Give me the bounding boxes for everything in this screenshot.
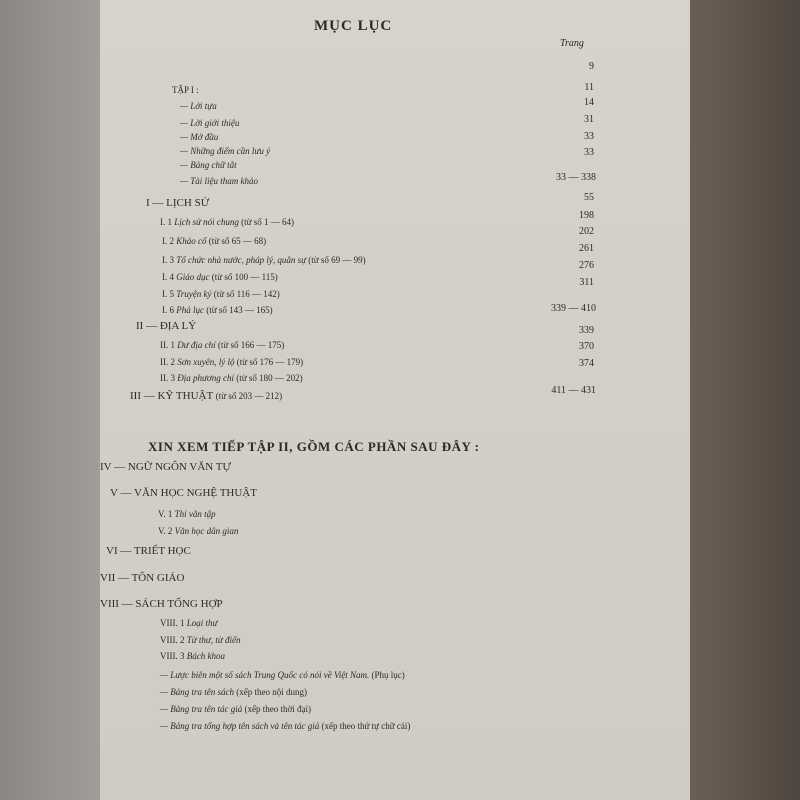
page-title: MỤC LỤC [314, 18, 393, 34]
section-heading: III — KỸ THUẬT (từ số 203 — 212) [130, 390, 283, 402]
page-number: 261 [579, 243, 594, 254]
toc-entry: II. 2 Sơn xuyên, lý lộ (từ số 176 — 179) [160, 357, 304, 367]
toc-entry: II. 1 Dư địa chí (từ số 166 — 175) [160, 340, 285, 350]
toc-entry: V. 2 Văn học dân gian [158, 526, 239, 536]
page-number: 31 [584, 114, 594, 125]
section-heading: VI — TRIẾT HỌC [106, 545, 191, 557]
appendix-entry: — Bảng tra tổng hợp tên sách và tên tác giả (xếp theo thứ tự chữ cái) [160, 721, 411, 731]
section-heading: II — ĐỊA LÝ [136, 320, 197, 332]
section-heading: V — VĂN HỌC NGHỆ THUẬT [110, 487, 257, 499]
page-number: 9 [589, 61, 594, 72]
front-matter-label: — Những điểm cần lưu ý [180, 146, 271, 156]
front-matter-label: — Lời tựa [180, 101, 217, 111]
section-heading: I — LỊCH SỬ [146, 197, 210, 209]
section-heading: IV — NGỮ NGÔN VĂN TỰ [100, 461, 232, 473]
toc-entry: VIII. 1 Loại thư [160, 618, 218, 628]
toc-entry: I. 2 Khảo cổ (từ số 65 — 68) [162, 236, 267, 246]
toc-entry: II. 3 Địa phương chí (từ số 180 — 202) [160, 373, 303, 383]
front-matter-label: — Tài liệu tham khảo [180, 176, 258, 186]
toc-entry: I. 1 Lịch sử nói chung (từ số 1 — 64) [160, 217, 295, 227]
front-matter-label: — Bảng chữ tắt [180, 160, 237, 170]
section-heading: VII — TÔN GIÁO [100, 572, 185, 584]
page-number: 311 [579, 277, 594, 288]
page-number: 14 [584, 97, 594, 108]
page-number: 198 [579, 210, 594, 221]
page-number: 339 [579, 325, 594, 336]
background-right [690, 0, 800, 800]
toc-entry: I. 5 Truyện ký (từ số 116 — 142) [162, 289, 280, 299]
appendix-entry: — Bảng tra tên tác giả (xếp theo thời đại) [160, 704, 311, 714]
document-page [100, 0, 690, 800]
toc-entry: VIII. 3 Bách khoa [160, 651, 225, 661]
page-number: 33 — 338 [556, 172, 596, 183]
page-number: 202 [579, 226, 594, 237]
appendix-entry: — Bảng tra tên sách (xếp theo nội dung) [160, 687, 307, 697]
page-number: 276 [579, 260, 594, 271]
section-heading: VIII — SÁCH TỔNG HỢP [100, 598, 223, 610]
continued-heading: XIN XEM TIẾP TẬP II, GỒM CÁC PHẦN SAU ĐÂY : [148, 439, 480, 454]
page-column-label: Trang [560, 38, 584, 49]
page-number: 55 [584, 192, 594, 203]
page-number: 339 — 410 [551, 303, 596, 314]
page-number: 33 [584, 147, 594, 158]
volume-label: TẬP I : [172, 85, 199, 95]
toc-entry: I. 3 Tổ chức nhà nước, pháp lý, quân sự (từ số 69 — 99) [162, 255, 366, 265]
page-number: 11 [584, 82, 594, 93]
background-left [0, 0, 100, 800]
toc-entry: VIII. 2 Từ thư, từ điển [160, 635, 241, 645]
toc-entry: I. 6 Phả lục (từ số 143 — 165) [162, 305, 273, 315]
page-number: 33 [584, 131, 594, 142]
page-number: 374 [579, 358, 594, 369]
toc-entry: I. 4 Giáo dục (từ số 100 — 115) [162, 272, 278, 282]
toc-entry: V. 1 Thi văn tập [158, 509, 216, 519]
appendix-entry: — Lược biên một số sách Trung Quốc có nói về Việt Nam. (Phụ lục) [160, 670, 405, 680]
front-matter-label: — Lời giới thiệu [180, 118, 240, 128]
page-number: 370 [579, 341, 594, 352]
page-number: 411 — 431 [551, 385, 596, 396]
front-matter-label: — Mở đầu [180, 132, 219, 142]
